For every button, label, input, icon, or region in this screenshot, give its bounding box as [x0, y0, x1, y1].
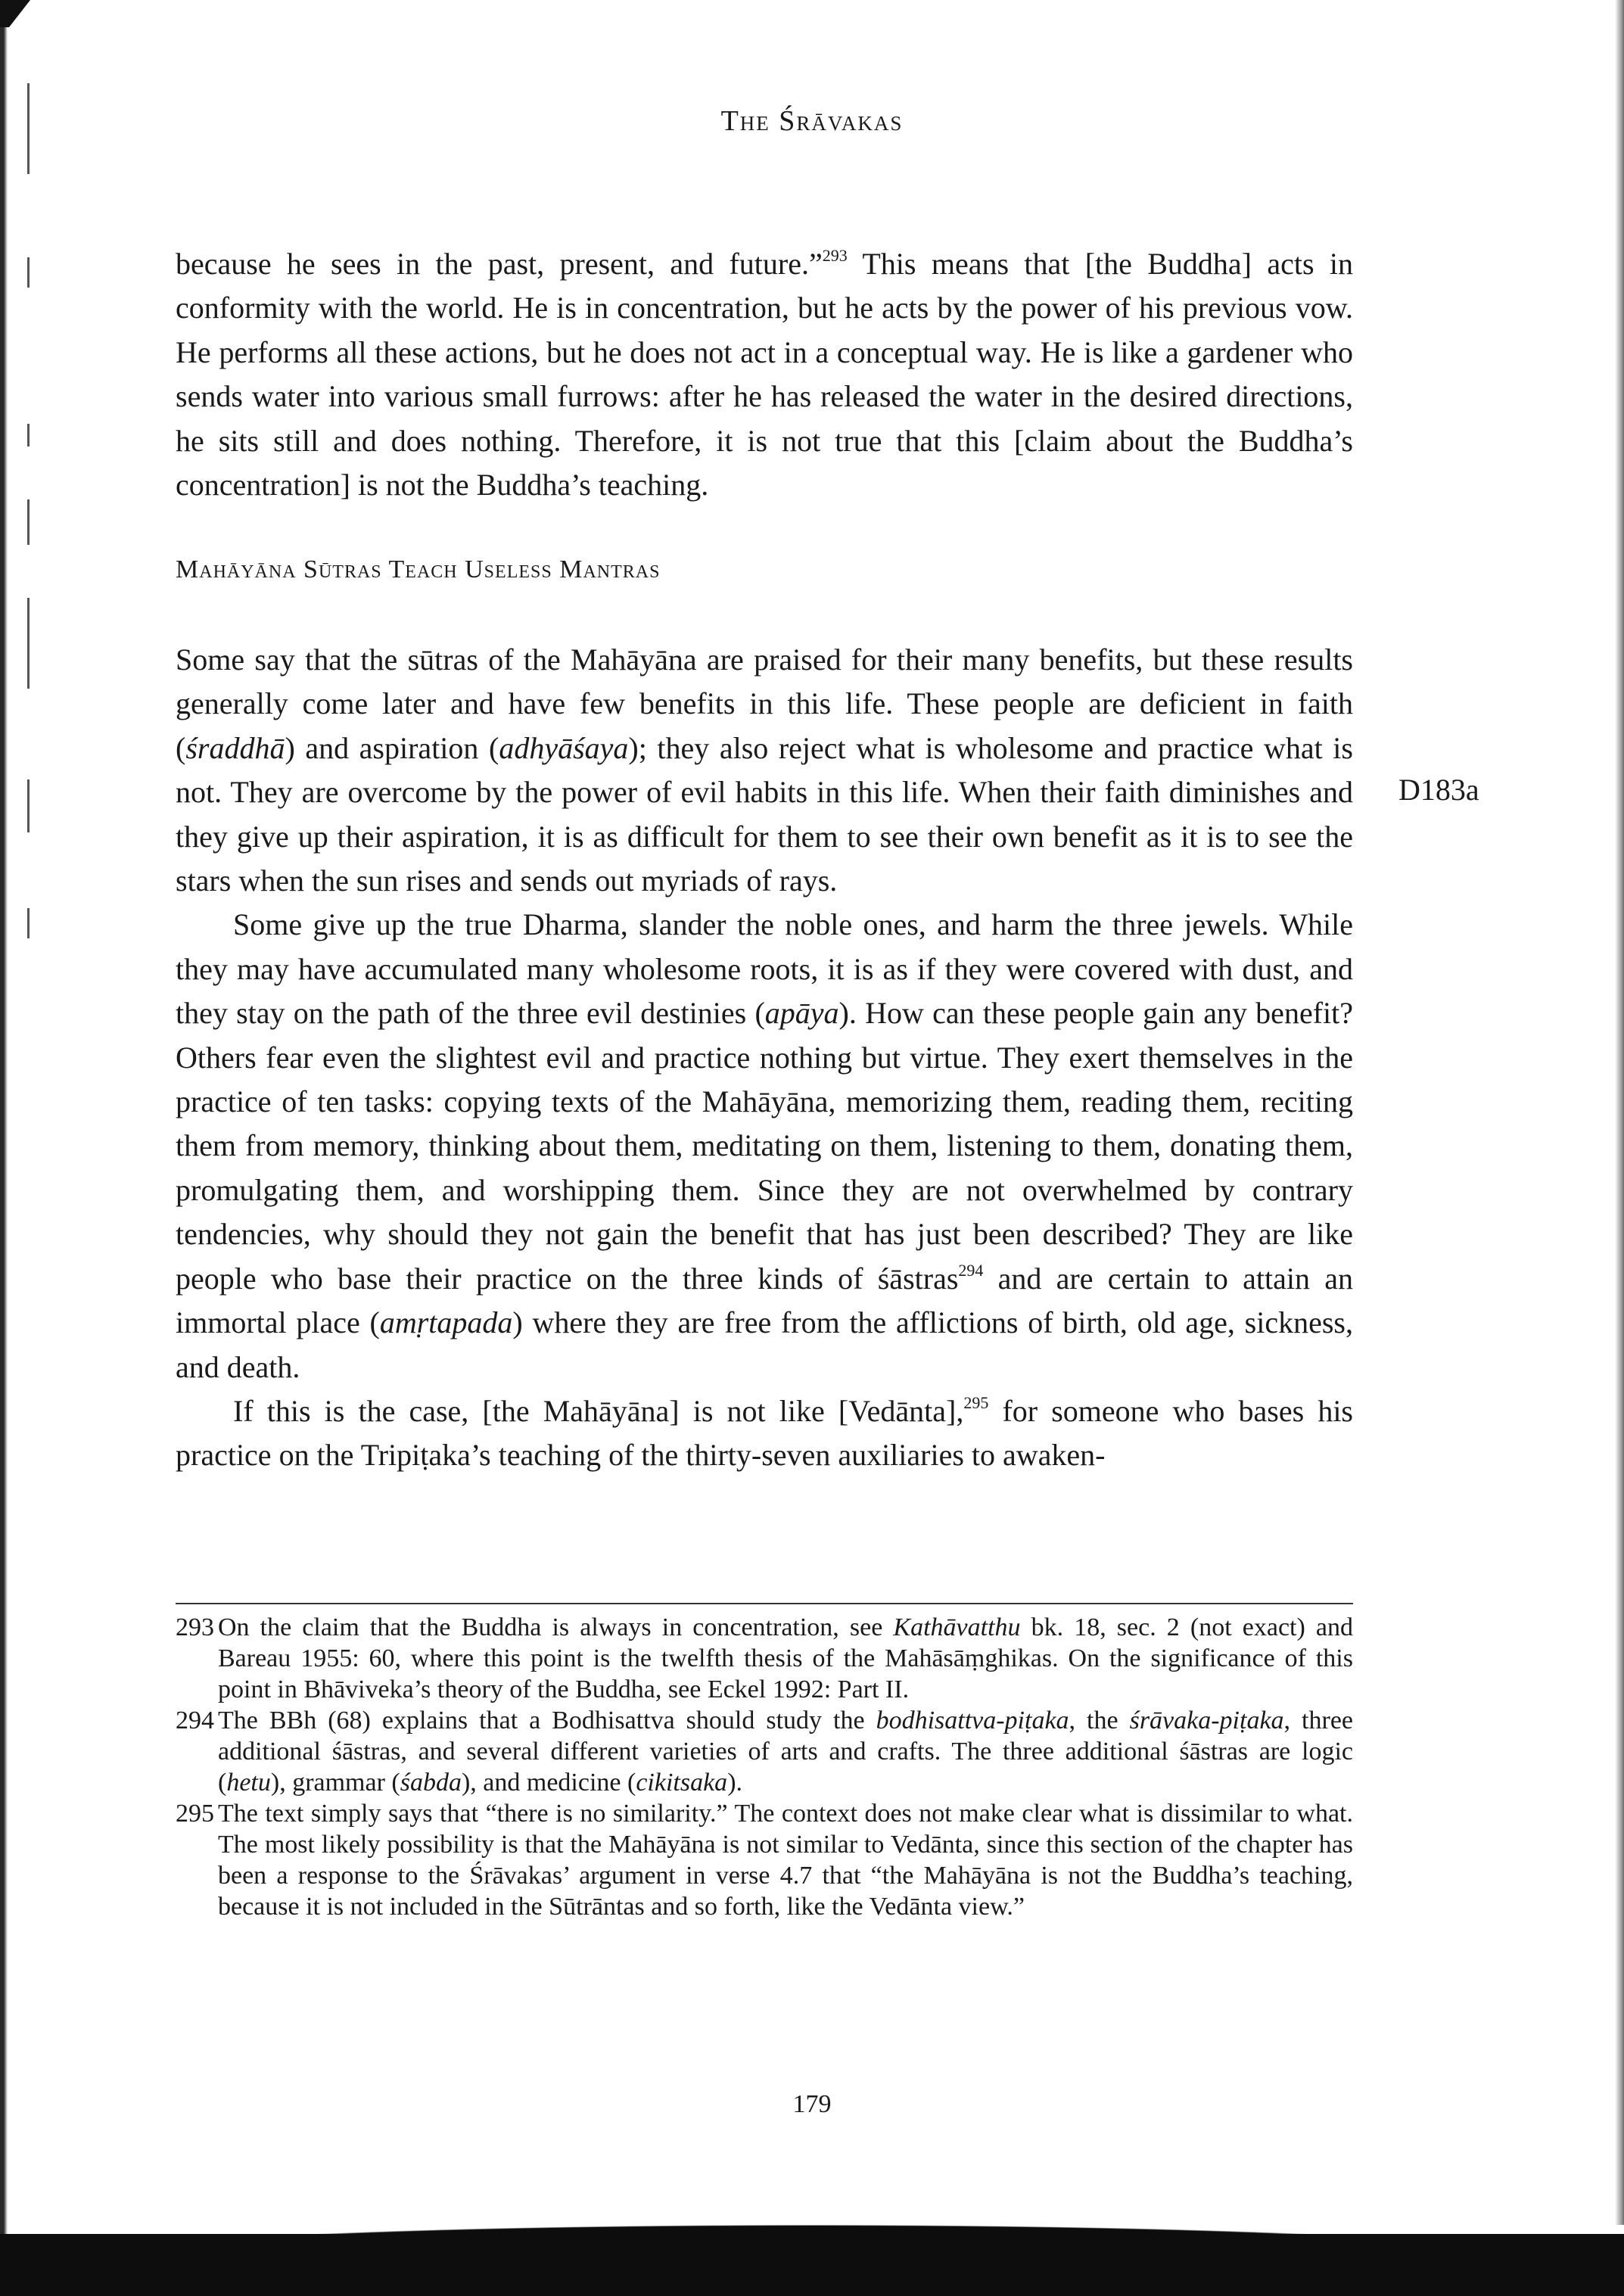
binding-marks: [27, 76, 32, 1438]
footnote-number: 295: [176, 1800, 214, 1828]
footnote-number: 293: [176, 1613, 214, 1641]
page-number: 179: [792, 2090, 832, 2118]
footnote-ref[interactable]: 294: [958, 1260, 984, 1280]
footnote-ref[interactable]: 295: [963, 1392, 989, 1412]
footnote: 293 On the claim that the Buddha is always in concentration, see Kathāvatthu bk. 18, sec. 2 (not exact) and Bareau 1955: 60, where this point is the twelfth thesis of the Mahāsāṃghikas. On the significance of this point in Bhāviveka’s theory of the Buddha, see Eckel 1992: Part II.: [176, 1613, 1353, 1703]
opening-paragraph: [176, 242, 1353, 507]
paragraph-1: Some say that the sūtras of the Mahāyāna are praised for their many benefits, but these results generally come later and have few benefits in this life. These people are deficient in faith (śraddhā) and aspiration (adhyāśaya); they also reject what is wholesome and practice what is not. They are overcome by the power of evil habits in this life. When their faith diminishes and they give up their aspiration, it is as difficult for them to see their own benefit as it is to see the stars when the sun rises and sends out myriads of rays.: [176, 642, 1353, 898]
scan-bottom-shadow: [0, 2234, 1624, 2296]
paragraph-2: Some give up the true Dharma, slander the noble ones, and harm the three jewels. While they may have accumulated many wholesome roots, it is as if they were covered with dust, and they stay on the path of the three evil destinies (apāya). How can these people gain any benefit? Others fear even the slightest evil and practice nothing but virtue. They exert themselves in the practice of ten tasks: copying texts of the Mahāyāna, memorizing them, reading them, reciting them from memory, thinking about them, meditating on them, listening to them, donating them, promulgating them, and worshipping them. Since they are not overwhelmed by contrary tendencies, why should they not gain the benefit that has just been described? They are like people who base their practice on the three kinds of śāstras$^{294}$ and are certain to attain an immortal place (amṛtapada) where they are free from the afflictions of birth, old age, sickness, and death.: [176, 907, 1353, 1384]
page-right-edge: [1610, 0, 1624, 2225]
footnote: 295 The text simply says that “there is no similarity.” The context does not make clear what is dissimilar to what. The most likely possibility is that the Mahāyāna is not similar to Vedānta, since this section of the chapter has been a response to the Śrāvakas’ argument in verse 4.7 that “the Mahāyāna is not the Buddha’s teaching, because it is not included in the Sūtrāntas and so forth, like the Vedānta view.”: [176, 1800, 1353, 1921]
footnote: 294 The BBh (68) explains that a Bodhisattva should study the bodhisattva-piṭaka, the śrāvaka-piṭaka, three additional śāstras, and several different varieties of arts and crafts. The three additional śāstras are logic (hetu), grammar (śabda), and medicine (cikitsaka).: [176, 1706, 1353, 1797]
page-corner-shadow: [0, 0, 30, 27]
page-left-edge: [0, 0, 11, 2248]
body-text: [176, 638, 1353, 1478]
running-head: The Śrāvakas: [720, 105, 904, 137]
footnote-divider: [176, 1603, 1353, 1604]
margin-page-reference: D183a: [1398, 773, 1479, 807]
footnotes: [176, 1612, 1353, 1922]
footnote-number: 294: [176, 1706, 214, 1734]
paragraph: because he sees in the past, present, and future.”$^{293}$ This means that [the Buddha] acts in conformity with the world. He is in concentration, but he acts by the power of his previous vow. He performs all these actions, but he does not act in a conceptual way. He is like a gardener who sends water into various small furrows: after he has released the water in the desired directions, he sits still and does nothing. Therefore, it is not true that this [claim about the Buddha’s concentration] is not the Buddha’s teaching.: [176, 246, 1353, 502]
section-heading: Mahāyāna Sūtras Teach Useless Mantras: [176, 555, 661, 583]
footnote-ref[interactable]: 293: [822, 246, 848, 265]
paragraph-3: If this is the case, [the Mahāyāna] is not like [Vedānta],$^{295}$ for someone who bases his practice on the Tripiṭaka’s teaching of the thirty-seven auxiliaries to awaken-: [176, 1392, 1353, 1473]
